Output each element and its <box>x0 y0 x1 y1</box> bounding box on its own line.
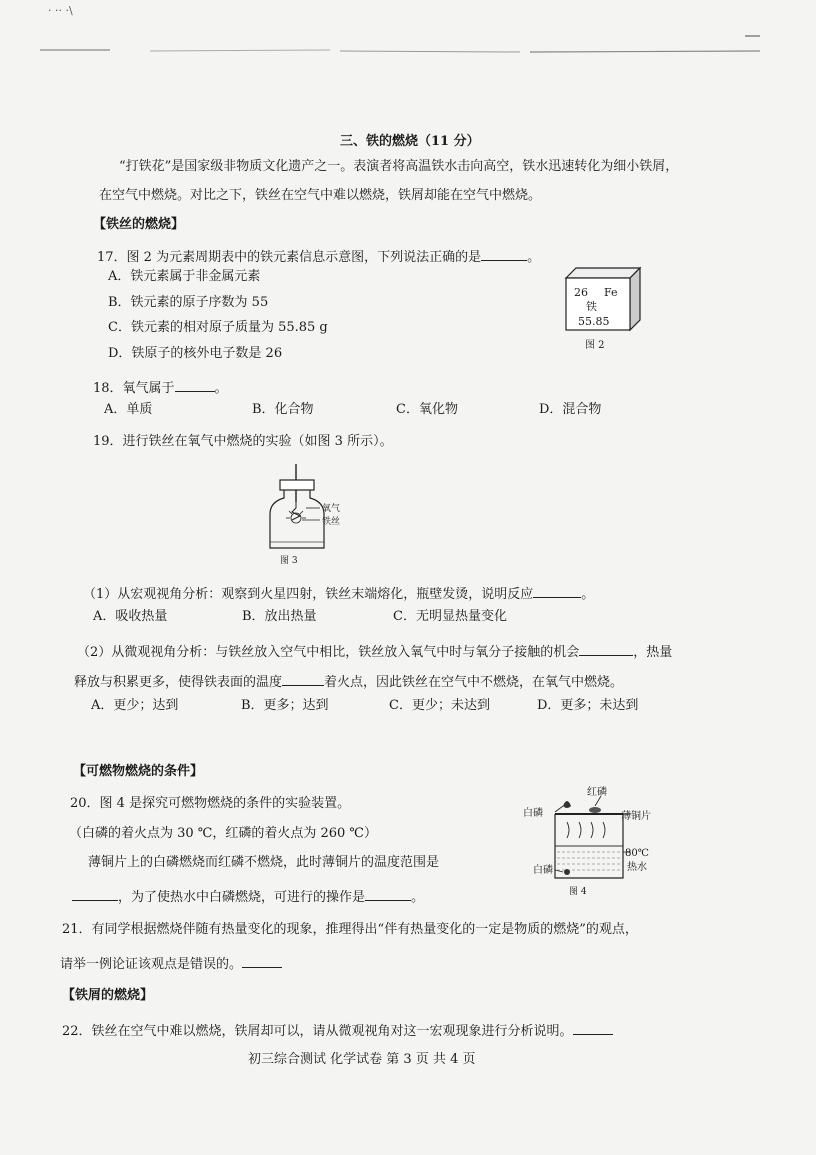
q18-option-c: C．氧化物 <box>396 402 458 417</box>
corner-mark: · ·· ·\ <box>48 4 73 17</box>
q19-part2-text-a: （2）从微观视角分析：与铁丝放入空气中相比，铁丝放入氧气中时与氧分子接触的机会 <box>77 645 580 660</box>
q18-option-b: B．化合物 <box>252 402 314 417</box>
q19-part1 <box>83 583 594 604</box>
q17-stem <box>97 246 540 267</box>
q17-answer-blank[interactable] <box>481 246 527 261</box>
q21-line1: 21．有同学根据燃烧伴随有热量变化的现象，推理得出“伴有热量变化的一定是物质的燃烧”的观点， <box>62 922 638 937</box>
subheading-iron-wire: 【铁丝的燃烧】 <box>93 217 185 232</box>
q18-option-a: A．单质 <box>104 402 153 417</box>
q19-part1-option-a: A．吸收热量 <box>93 609 168 624</box>
q19-part2-text-b: ，热量 <box>633 645 673 660</box>
fig2-name: 铁 <box>586 300 597 313</box>
q19-part2-text-c: 释放与积累更多，使得铁表面的温度 <box>74 675 283 690</box>
q20-line4 <box>72 886 424 907</box>
fig4-label-white-p-top: 白磷 <box>523 808 543 819</box>
q22-text: 22．铁丝在空气中难以燃烧，铁屑却可以，请从微观视角对这一宏观现象进行分析说明。 <box>62 1024 573 1039</box>
q21-line2 <box>60 953 282 974</box>
q22-answer-blank[interactable] <box>573 1020 613 1035</box>
fig3-label-wire: 铁丝 <box>322 517 341 527</box>
q19-part2-option-a: A．更少；达到 <box>91 698 179 713</box>
q19-part1-option-c: C．无明显热量变化 <box>393 609 507 624</box>
subheading-combustion-conditions: 【可燃物燃烧的条件】 <box>73 764 204 779</box>
q19-stem: 19．进行铁丝在氧气中燃烧的实验（如图 3 所示）。 <box>93 434 393 449</box>
q19-part2-blank-2[interactable] <box>282 671 324 686</box>
fig2-mass: 55.85 <box>578 315 610 328</box>
intro-line-2: 在空气中燃烧。对比之下，铁丝在空气中难以燃烧，铁屑却能在空气中燃烧。 <box>99 188 542 203</box>
fig3-label-oxygen: 氧气 <box>322 504 341 514</box>
fig4-label-red-p: 红磷 <box>587 787 607 798</box>
q17-option-d: D．铁原子的核外电子数是 26 <box>108 346 283 361</box>
fig4-label-water: 热水 <box>627 862 647 873</box>
q19-part2-line1 <box>77 641 672 662</box>
q20-line4-end: 。 <box>411 890 425 905</box>
figure-2-element-cell <box>560 264 650 354</box>
q19-part1-blank[interactable] <box>533 583 581 598</box>
fig4-caption: 图 4 <box>569 887 587 897</box>
q19-part2-blank-1[interactable] <box>579 641 633 656</box>
fig4-label-temp: 80℃ <box>625 848 649 859</box>
intro-line-1: “打铁花”是国家级非物质文化遗产之一。表演者将高温铁水击向高空，铁水迅速转化为细小铁屑， <box>119 159 679 174</box>
q21-line2-text: 请举一例论证该观点是错误的。 <box>60 957 243 972</box>
q20-stem: 20．图 4 是探究可燃物燃烧的条件的实验装置。 <box>70 796 351 811</box>
q20-line4-text: ，为了使热水中白磷燃烧，可进行的操作是 <box>118 890 366 905</box>
subheading-iron-filings: 【铁屑的燃烧】 <box>62 988 154 1003</box>
q19-part2-option-b: B．更多；达到 <box>241 698 329 713</box>
q19-part2-option-d: D．更多；未达到 <box>537 698 639 713</box>
q19-part1-text: （1）从宏观视角分析：观察到火星四射，铁丝末端熔化，瓶壁发烫，说明反应 <box>83 587 534 602</box>
fig4-label-white-p-bottom: 白磷 <box>533 865 553 876</box>
q21-answer-blank[interactable] <box>242 953 282 968</box>
q18-stem-end: 。 <box>214 381 228 396</box>
q17-option-c: C．铁元素的相对原子质量为 55.85 g <box>108 320 328 335</box>
fig2-caption: 图 2 <box>585 340 605 351</box>
q22-line <box>62 1020 613 1041</box>
section-title: 三、铁的燃烧（11 分） <box>340 134 480 149</box>
q19-part2-text-d: 着火点，因此铁丝在空气中不燃烧，在氧气中燃烧。 <box>324 675 624 690</box>
fig2-symbol: Fe <box>604 286 618 299</box>
q19-part1-option-b: B．放出热量 <box>242 609 317 624</box>
q18-answer-blank[interactable] <box>175 377 215 392</box>
q17-option-b: B．铁元素的原子序数为 55 <box>108 295 269 310</box>
q19-part1-end: 。 <box>581 587 595 602</box>
fig4-label-copper: 薄铜片 <box>621 811 651 822</box>
scan-edge-artifact <box>0 0 816 70</box>
q19-part2-option-c: C．更少；未达到 <box>389 698 490 713</box>
fig3-caption: 图 3 <box>280 556 298 566</box>
figure-4-combustion-apparatus <box>515 782 675 900</box>
q18-stem <box>93 377 228 398</box>
q18-option-d: D．混合物 <box>539 402 602 417</box>
q20-note: （白磷的着火点为 30 ℃，红磷的着火点为 260 ℃） <box>69 826 377 841</box>
q18-stem-text: 18．氧气属于 <box>93 381 175 396</box>
figure-3-iron-wire-in-oxygen <box>262 462 362 572</box>
q17-option-a: A．铁元素属于非金属元素 <box>108 269 261 284</box>
q20-blank-2[interactable] <box>365 886 411 901</box>
fig2-atomic-number: 26 <box>574 286 588 299</box>
q19-part2-line2 <box>74 671 623 692</box>
q20-blank-1[interactable] <box>72 886 118 901</box>
page-footer: 初三综合测试 化学试卷 第 3 页 共 4 页 <box>248 1052 476 1067</box>
q17-stem-text: 17．图 2 为元素周期表中的铁元素信息示意图，下列说法正确的是 <box>97 250 482 265</box>
q17-stem-end: 。 <box>527 250 541 265</box>
q20-line3: 薄铜片上的白磷燃烧而红磷不燃烧，此时薄铜片的温度范围是 <box>88 855 440 870</box>
